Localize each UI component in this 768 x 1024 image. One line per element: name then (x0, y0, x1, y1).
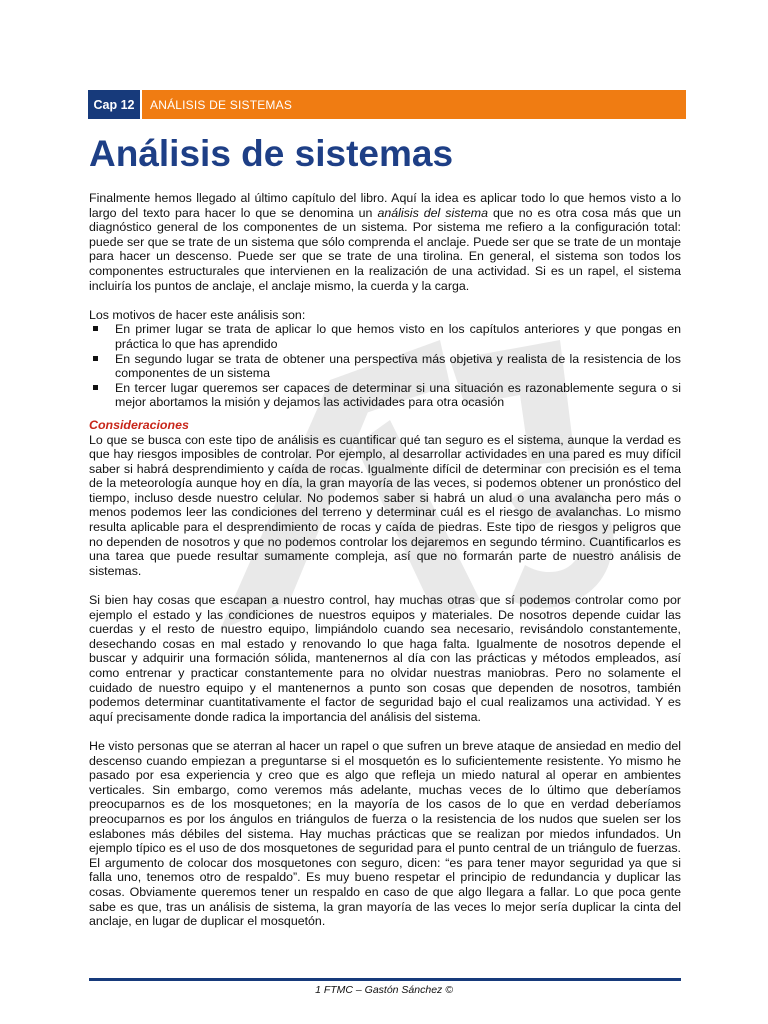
chapter-number: Cap 12 (88, 90, 142, 119)
body-paragraph: Si bien hay cosas que escapan a nuestro control, hay muchas otras que sí podemos controlar como por ejemplo el estado y las condiciones de nuestros equipos y materiales. De nosotros depende cuidar las cuerdas y el resto de nuestro equipo, limpiándolo cuando sea necesario, revisándolo constantemente, desechando cosas en mal estado y renovando lo que haga falta. Igualmente de nosotros depende el buscar y adquirir una formación sólida, mantenernos al día con las prácticas y métodos empleados, así como entrenar y practicar constantemente para no olvidar nuestras maniobras. Pero no solamente el cuidado de nuestro equipo y el mantenernos a punto son cosas que dependen de nosotros, también podemos determinar cuantitativamente el factor de seguridad bajo el cual realizamos una actividad. Y es aquí precisamente donde radica la importancia del análisis del sistema. (89, 593, 681, 724)
intro-text-start: Finalmente hemos llegado al último capítulo del libro. Aquí la idea es aplicar todo lo que hemos visto a lo largo del texto para hacer lo que se denomina un (89, 191, 681, 220)
page-footer: 1 FTMC – Gastón Sánchez © (315, 984, 453, 996)
document-body (89, 191, 681, 943)
bullet-icon (93, 326, 98, 331)
motives-lead: Los motivos de hacer este análisis son: (89, 307, 306, 322)
section-heading: Consideraciones (89, 417, 189, 432)
list-item (89, 322, 681, 351)
intro-emphasis: análisis del sistema (377, 205, 488, 220)
body-paragraph: Lo que se busca con este tipo de análisis es cuantificar qué tan seguro es el sistema, aunque la verdad es que hay riesgos imposibles de controlar. Por ejemplo, al desarrollar actividades en una pared es muy difícil saber si habrá desprendimiento y caída de rocas. Igualmente difícil de determinar con precisión es el tema de la meteorología aunque hoy en día, la gran mayoría de las veces, si podemos obtener un pronóstico del tiempo, incluso desde nuestro celular. No podemos saber si habrá un alud o una avalancha pero más o menos podemos leer las condiciones del terreno y determinar cuál es el riesgo de avalanchas. Lo mismo resulta aplicable para el desprendimiento de rocas y caída de piedras. Este tipo de riesgos y peligros que no dependen de nosotros y que no podemos controlar los dejaremos en segundo término. Cuantificarlos es una tarea que puede resultar sumamente compleja, así que no formarán parte de nuestro análisis de sistemas. (89, 432, 681, 578)
motives-list (89, 322, 681, 410)
body-paragraph: He visto personas que se aterran al hacer un rapel o que sufren un breve ataque de ansiedad en medio del descenso cuando empiezan a preguntarse si el mosquetón es lo suficientemente resistente. Yo mismo he pasado por esa experiencia y creo que es algo que refleja un miedo natural al operar en ambientes verticales. Sin embargo, como veremos más adelante, muchas veces de lo último que deberíamos preocuparnos es de los mosquetones; en la mayoría de los casos de lo que en verdad deberíamos preocuparnos es por los ángulos en triángulos de fuerza o la resistencia de los nudos que suelen ser los eslabones más débiles del sistema. Hay muchas prácticas que se realizan por miedos infundados. Un ejemplo típico es el uso de dos mosquetones de seguridad para el punto central de un triángulo de fuerzas. El argumento de colocar dos mosquetones con seguro, dicen: “es para tener mayor seguridad ya que si falla uno, tenemos otro de respaldo”. Es muy bueno respetar el principio de redundancia y duplicar las cosas. Obviamente queremos tener un respaldo en caso de que algo llegara a fallar. Lo que poca gente sabe es que, tras un análisis de sistema, la gran mayoría de las veces lo mejor sería duplicar la cinta del anclaje, en lugar de duplicar el mosquetón. (89, 738, 681, 929)
page-title: Análisis de sistemas (89, 133, 454, 174)
list-item-text: En primer lugar se trata de aplicar lo que hemos visto en los capítulos anteriores y que pongas en práctica lo que has aprendido (115, 322, 681, 351)
list-item-text: En segundo lugar se trata de obtener una perspectiva más objetiva y realista de la resistencia de los componentes de un sistema (115, 351, 681, 381)
chapter-section-title: ANÁLISIS DE SISTEMAS (150, 97, 293, 112)
list-item (89, 352, 681, 381)
intro-text-end: que no es otra cosa más que un diagnóstico general de los componentes de un sistema. Por sistema me refiero a la configuración total: puede ser que se trate de un sistema que sólo comprenda el anclaje. Puede ser que se trate de un montaje para hacer un descenso. Puede ser que se trate de una tirolina. En general, el sistema son todos los componentes estructurales que intervienen en la realización de una actividad. Si es un rapel, el sistema incluiría los puntos de anclaje, el anclaje mismo, la cuerda y la carga. (89, 205, 681, 293)
footer-divider (89, 978, 681, 981)
list-item-text: En tercer lugar queremos ser capaces de determinar si una situación es razonablemente segura o si mejor abortamos la misión y dejamos las actividades para otra ocasión (115, 380, 681, 410)
chapter-header-bar (88, 90, 686, 119)
bullet-icon (93, 385, 98, 390)
intro-paragraph (89, 191, 681, 293)
list-item (89, 381, 681, 410)
bullet-icon (93, 356, 98, 361)
